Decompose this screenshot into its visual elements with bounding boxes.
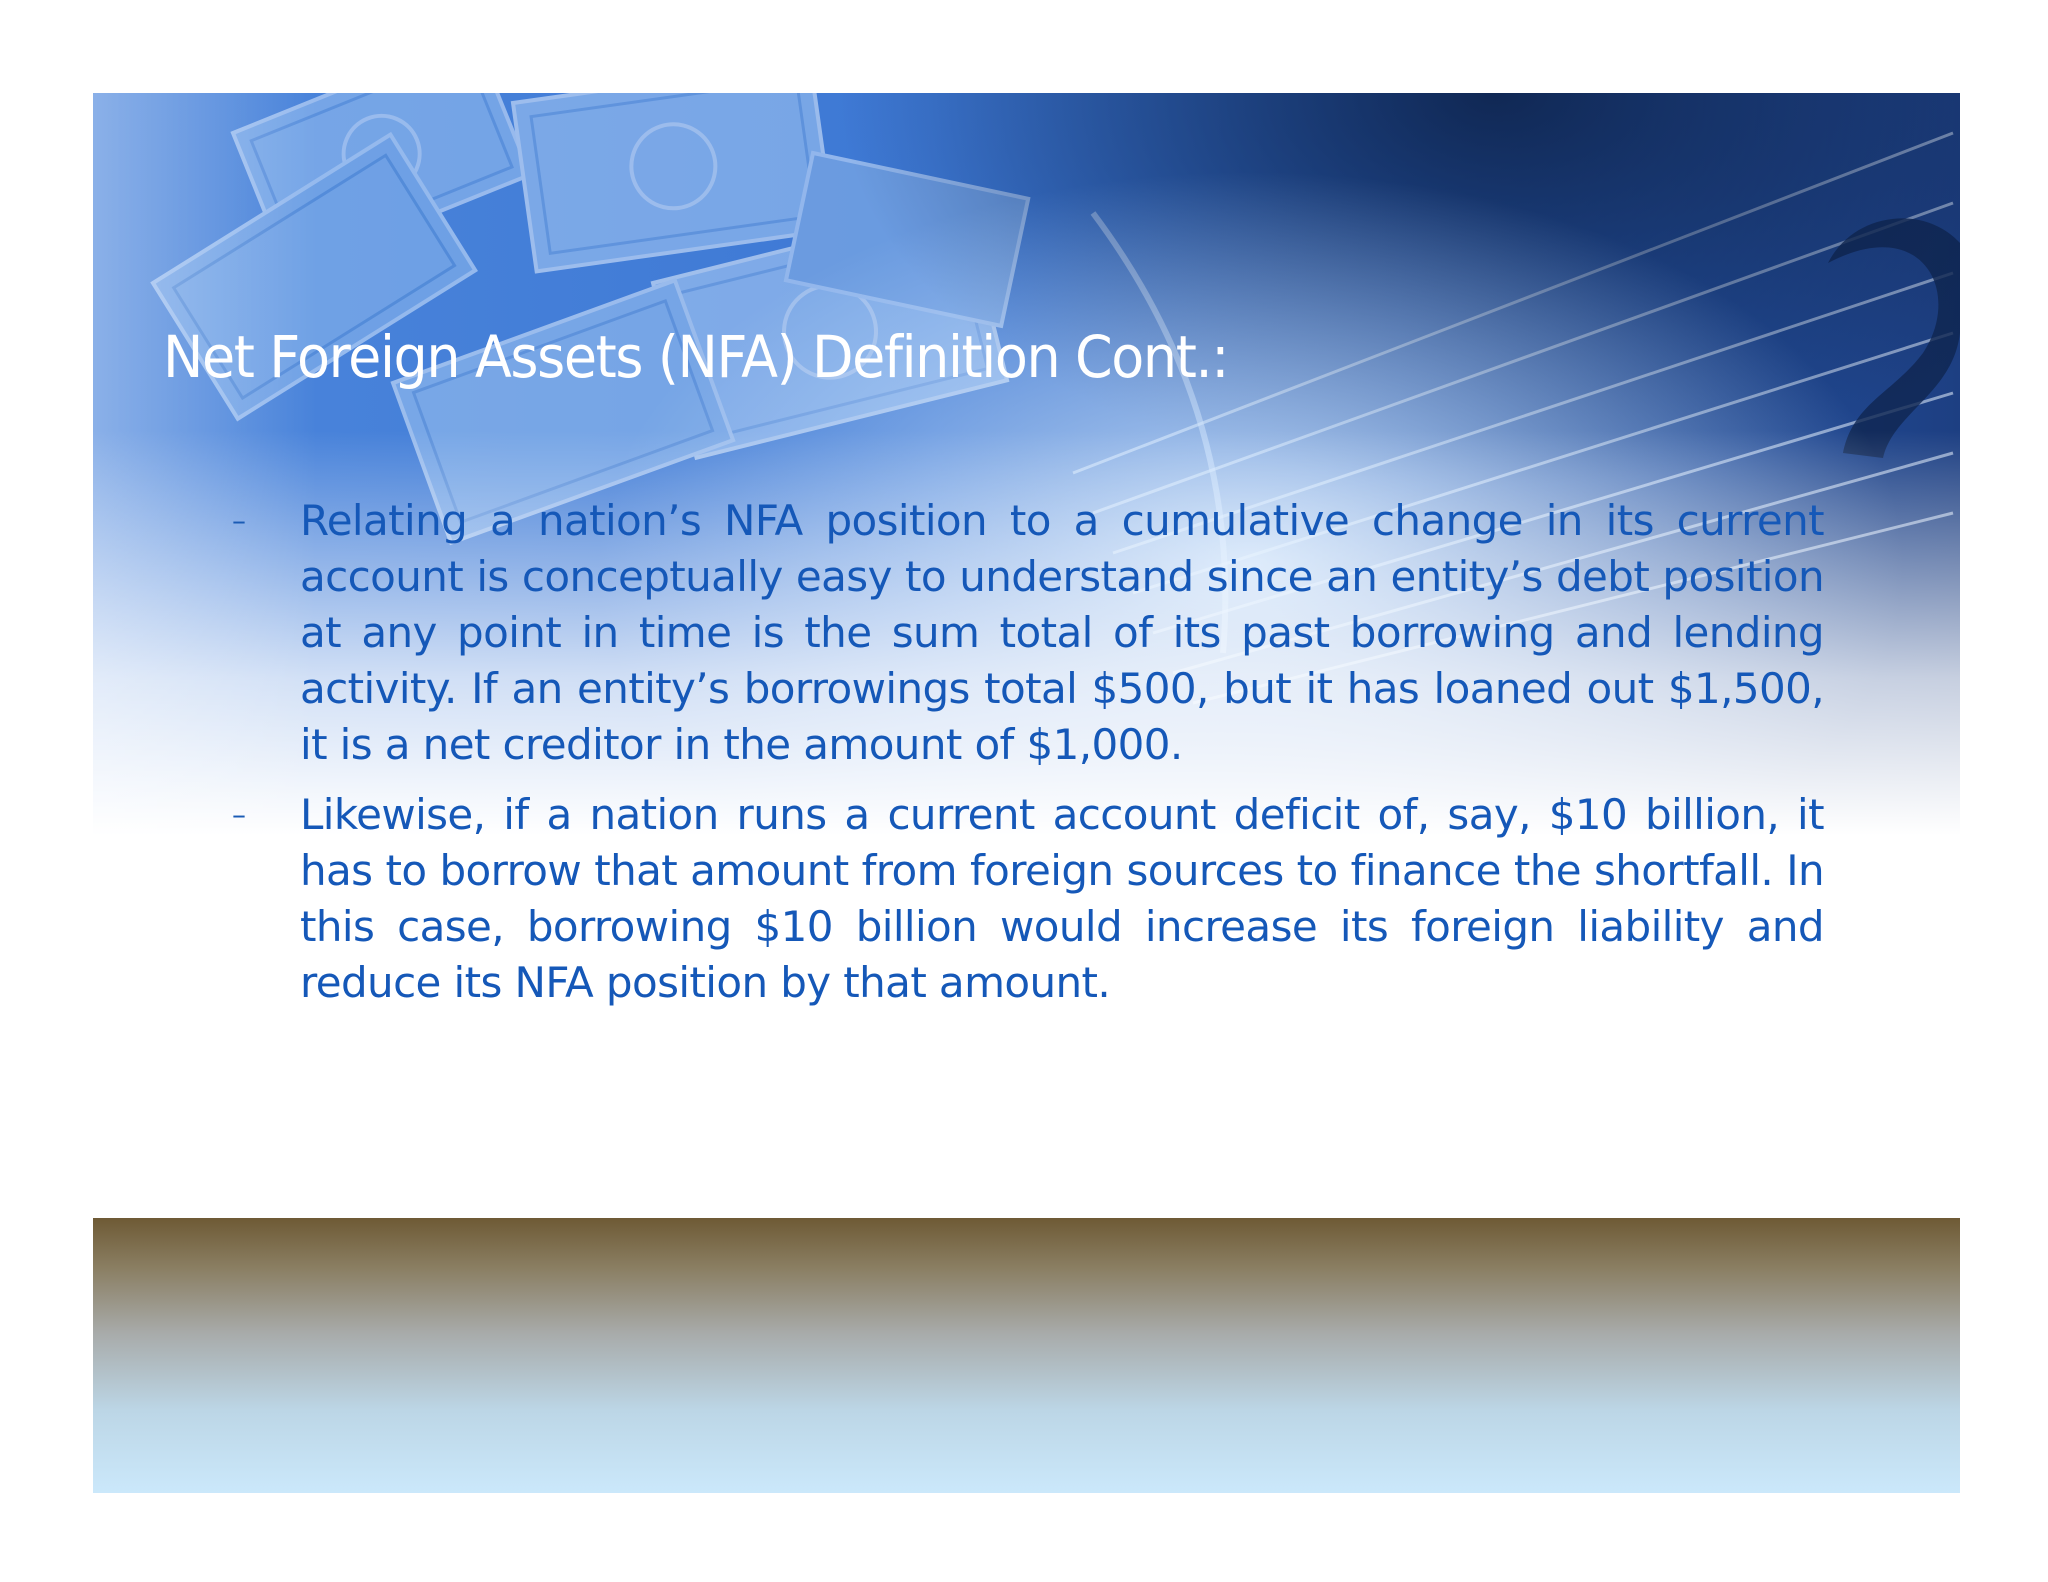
dash-bullet-marker: –	[232, 504, 246, 537]
bullet-list	[232, 493, 1924, 1025]
footer-gradient-band	[93, 1218, 1960, 1493]
bullet-item	[232, 787, 1924, 1011]
slide	[93, 93, 1960, 1493]
bullet-text: Likewise, if a nation runs a current account deficit of, say, $10 billion, it has to borrow that amount from foreign sources to finance the shortfall. In this case, borrowing $10 billion would increase its foreign liability and reduce its NFA position by that amount.	[300, 790, 1824, 1007]
bullet-text: Relating a nation’s NFA position to a cumulative change in its current account is conceptually easy to understand since an entity’s debt position at any point in time is the sum total of its past borrowing and lending activity. If an entity’s borrowings total $500, but it has loaned out $1,500, it is a net creditor in the amount of $1,000.	[300, 496, 1824, 769]
dash-bullet-marker: –	[232, 798, 246, 831]
bullet-item	[232, 493, 1924, 773]
slide-title: Net Foreign Assets (NFA) Definition Cont.:	[163, 323, 1228, 391]
